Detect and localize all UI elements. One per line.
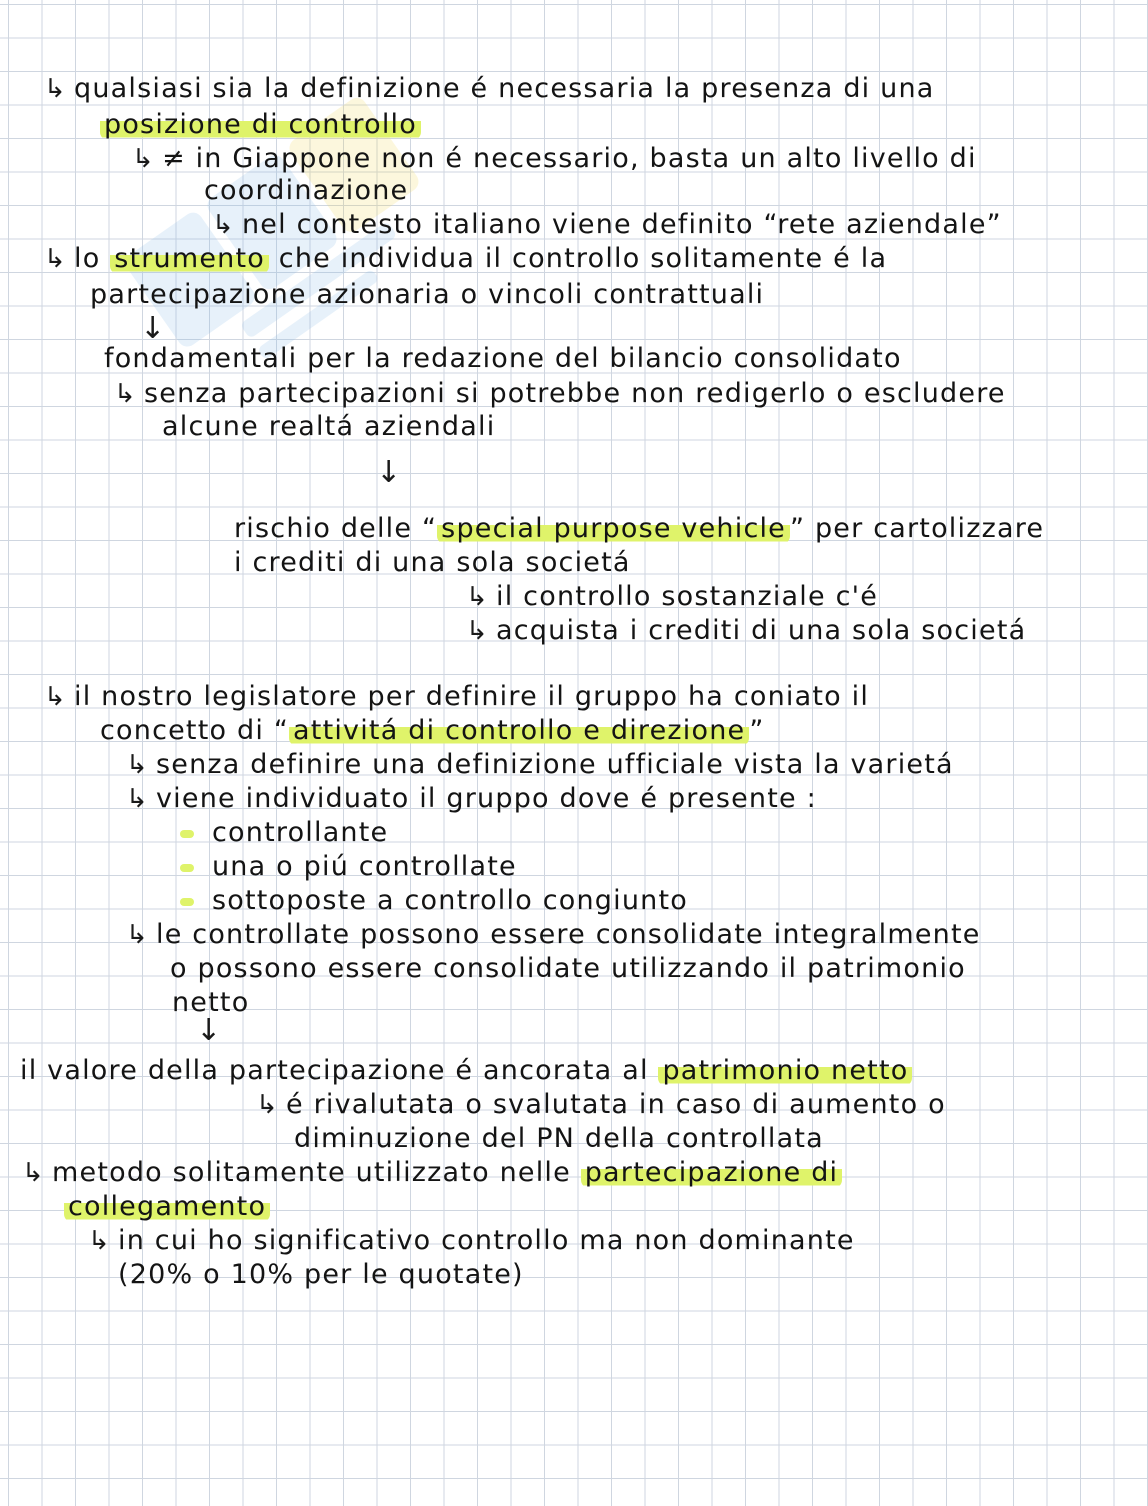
highlighted-text: special purpose vehicle <box>437 513 790 544</box>
hook-arrow-icon: ↳ <box>22 1158 45 1188</box>
note-text: il nostro legislatore per definire il gruppo ha coniato il <box>74 681 870 712</box>
bullet-marker <box>180 830 194 838</box>
note-text: diminuzione del PN della controllata <box>294 1123 824 1154</box>
note-line-2 <box>132 142 977 176</box>
note-line-7 <box>234 512 1044 546</box>
highlighted-text: patrimonio netto <box>658 1055 912 1086</box>
note-text: ≠ in Giappone non é necessario, basta un alto livello di <box>162 143 977 174</box>
note-text: (20% o 10% per le quotate) <box>118 1259 524 1290</box>
note-text: rischio delle “ <box>234 513 438 544</box>
note-text: partecipazione azionaria o vincoli contrattuali <box>90 279 765 310</box>
hook-arrow-icon: ↳ <box>466 616 489 646</box>
highlighted-text: strumento <box>110 243 269 274</box>
note-text: senza definire una definizione ufficiale vista la varietá <box>156 749 954 780</box>
note-text: o possono essere consolidate utilizzando il patrimonio <box>170 953 966 984</box>
hook-arrow-icon: ↳ <box>126 920 149 950</box>
hook-arrow-icon: ↳ <box>212 210 235 240</box>
hook-arrow-icon: ↳ <box>132 144 155 174</box>
note-line-7b <box>234 546 631 580</box>
note-text: in cui ho significativo controllo ma non dominante <box>118 1225 855 1256</box>
note-text: il valore della partecipazione é ancorata al <box>20 1055 659 1086</box>
bullet-item <box>180 850 517 884</box>
note-text: fondamentali per la redazione del bilancio consolidato <box>104 343 902 374</box>
note-line-3 <box>212 208 1002 242</box>
note-text: che individua il controllo solitamente é la <box>269 243 888 274</box>
note-line-4b <box>90 278 764 312</box>
note-text: concetto di “ <box>100 715 290 746</box>
note-text: ” <box>749 715 765 746</box>
note-text: controllante <box>212 817 389 848</box>
note-text: é rivalutata o svalutata in caso di aumento o <box>286 1089 946 1120</box>
note-line-15b <box>294 1122 824 1156</box>
note-line-6 <box>114 377 1006 411</box>
note-line-10 <box>44 680 869 714</box>
note-text: metodo solitamente utilizzato nelle <box>52 1157 581 1188</box>
note-line-14 <box>20 1054 912 1088</box>
note-text: senza partecipazioni si potrebbe non redigerlo o escludere <box>144 378 1006 409</box>
bullet-item <box>180 816 388 850</box>
note-line-2b <box>204 174 408 208</box>
note-text: le controllate possono essere consolidate integralmente <box>156 919 981 950</box>
note-line-11 <box>126 748 954 782</box>
note-text: i crediti di una sola societá <box>234 547 631 578</box>
note-line-17 <box>88 1224 855 1258</box>
note-text: alcune realtá aziendali <box>162 411 496 442</box>
bullet-item <box>180 884 688 918</box>
note-text: lo <box>74 243 111 274</box>
down-arrow-icon: ↓ <box>376 455 402 490</box>
note-text: una o piú controllate <box>212 851 517 882</box>
hook-arrow-icon: ↳ <box>256 1090 279 1120</box>
note-text: viene individuato il gruppo dove é presente : <box>156 783 817 814</box>
down-arrow-icon: ↓ <box>140 311 166 346</box>
note-line-12 <box>126 782 817 816</box>
hook-arrow-icon: ↳ <box>44 244 67 274</box>
highlighted-text: collegamento <box>64 1191 270 1222</box>
note-text: coordinazione <box>204 175 409 206</box>
note-line-13b <box>170 952 966 986</box>
note-line-4 <box>44 242 887 276</box>
hook-arrow-icon: ↳ <box>44 682 67 712</box>
note-line-13 <box>126 918 981 952</box>
note-line-10b <box>100 714 765 748</box>
note-text: acquista i crediti di una sola societá <box>496 615 1027 646</box>
bullet-marker <box>180 864 194 872</box>
down-arrow-icon: ↓ <box>196 1013 222 1048</box>
hook-arrow-icon: ↳ <box>126 750 149 780</box>
note-line-8 <box>466 580 878 614</box>
hook-arrow-icon: ↳ <box>88 1226 111 1256</box>
hook-arrow-icon: ↳ <box>44 74 67 104</box>
highlighted-text: posizione di controllo <box>100 109 421 140</box>
note-line-9 <box>466 614 1026 648</box>
note-line-5 <box>104 342 902 376</box>
hook-arrow-icon: ↳ <box>466 582 489 612</box>
note-text: qualsiasi sia la definizione é necessaria la presenza di una <box>74 73 935 104</box>
note-line-6b <box>162 410 495 444</box>
note-text: ” per cartolizzare <box>790 513 1045 544</box>
note-text: sottoposte a controllo congiunto <box>212 885 688 916</box>
bullet-marker <box>180 898 194 906</box>
note-line-15 <box>256 1088 946 1122</box>
hook-arrow-icon: ↳ <box>126 784 149 814</box>
highlighted-text: partecipazione di <box>581 1157 843 1188</box>
highlighted-text: attivitá di controllo e direzione <box>289 715 749 746</box>
note-line-1 <box>44 72 935 106</box>
note-text: il controllo sostanziale c'é <box>496 581 879 612</box>
note-line-17b <box>118 1258 524 1292</box>
note-line-16 <box>22 1156 842 1190</box>
note-text: netto <box>172 987 250 1018</box>
hook-arrow-icon: ↳ <box>114 379 137 409</box>
note-text: nel contesto italiano viene definito “rete aziendale” <box>242 209 1002 240</box>
note-line-16b <box>64 1190 270 1224</box>
note-line-1b <box>100 108 421 142</box>
